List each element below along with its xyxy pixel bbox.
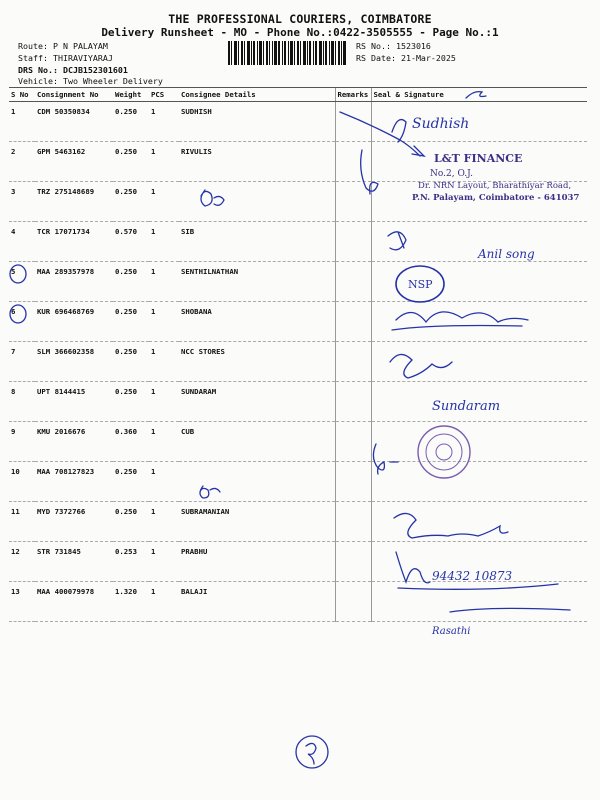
row12-handwriting: 94432 10873 [432, 569, 513, 583]
column-header-remarks: Remarks [335, 88, 371, 102]
row5-nsp-text: NSP [408, 278, 433, 291]
cell-consignee: SUDHISH [179, 102, 335, 142]
cell-remarks [335, 382, 371, 422]
rs-number: RS No.: 1523016 [356, 41, 431, 51]
cell-remarks [335, 502, 371, 542]
table-row [9, 222, 587, 262]
cell-consignee: CUB [179, 422, 335, 462]
cell-signature [371, 462, 587, 502]
cell-pcs: 1 [149, 582, 179, 622]
row1-handwriting: Sudhish [412, 116, 470, 132]
cell-weight: 0.250 [113, 142, 149, 182]
cell-remarks [335, 302, 371, 342]
cell-remarks [335, 462, 371, 502]
stamp-line4: P.N. Palayam, Coimbatore - 641037 [412, 193, 580, 203]
cell-consignee: SHOBANA [179, 302, 335, 342]
column-header-signature: Seal & Signature [371, 88, 587, 102]
cell-pcs: 1 [149, 102, 179, 142]
cell-sno: 4 [9, 222, 35, 262]
cell-remarks [335, 142, 371, 182]
table-row [9, 582, 587, 622]
table-row [9, 382, 587, 422]
cell-weight: 0.250 [113, 382, 149, 422]
cell-consignment: SLM 366602358 [35, 342, 113, 382]
cell-signature [371, 182, 587, 222]
cell-remarks [335, 582, 371, 622]
column-header-sno: S No [9, 88, 35, 102]
cell-consignment: GPM 5463162 [35, 142, 113, 182]
cell-weight: 0.250 [113, 302, 149, 342]
column-header-pcs: PCS [149, 88, 179, 102]
cell-consignee: RIVULIS [179, 142, 335, 182]
cell-consignment: TCR 17071734 [35, 222, 113, 262]
cell-weight: 0.250 [113, 102, 149, 142]
footer-signature-mark [306, 743, 316, 764]
cell-pcs: 1 [149, 222, 179, 262]
column-header-consignment: Consignment No [35, 88, 113, 102]
cell-pcs: 1 [149, 462, 179, 502]
cell-weight: 0.570 [113, 222, 149, 262]
cell-consignee [179, 462, 335, 502]
cell-pcs: 1 [149, 342, 179, 382]
cell-consignee: SENTHILNATHAN [179, 262, 335, 302]
cell-remarks [335, 542, 371, 582]
document-title: THE PROFESSIONAL COURIERS, COIMBATORE [168, 12, 432, 26]
cell-weight: 0.250 [113, 462, 149, 502]
cell-weight: 0.250 [113, 182, 149, 222]
cell-sno: 13 [9, 582, 35, 622]
cell-signature [371, 542, 587, 582]
table-row [9, 302, 587, 342]
cell-sno: 12 [9, 542, 35, 582]
cell-remarks [335, 182, 371, 222]
cell-pcs: 1 [149, 382, 179, 422]
cell-sno: 8 [9, 382, 35, 422]
cell-consignee: SUBRAMANIAN [179, 502, 335, 542]
rs-date: RS Date: 21-Mar-2025 [356, 53, 456, 63]
row8-handwriting: Sundaram [432, 399, 501, 414]
cell-weight: 0.250 [113, 502, 149, 542]
cell-signature [371, 502, 587, 542]
cell-consignment: CDM 50350834 [35, 102, 113, 142]
row13-handwriting: Rasathi [432, 626, 471, 637]
cell-signature [371, 422, 587, 462]
document-subtitle: Delivery Runsheet - MO - Phone No.:0422-3505555 - Page No.:1 [101, 26, 499, 39]
cell-consignment: MAA 289357978 [35, 262, 113, 302]
cell-pcs: 1 [149, 142, 179, 182]
cell-signature [371, 102, 587, 142]
table-row [9, 262, 587, 302]
table-row [9, 422, 587, 462]
column-header-weight: Weight [113, 88, 149, 102]
cell-consignment: MYD 7372766 [35, 502, 113, 542]
table-row [9, 542, 587, 582]
cell-signature [371, 262, 587, 302]
table-row [9, 502, 587, 542]
table-row [9, 142, 587, 182]
cell-signature [371, 142, 587, 182]
runsheet-table [9, 87, 587, 622]
cell-pcs: 1 [149, 182, 179, 222]
cell-sno: 1 [9, 102, 35, 142]
cell-weight: 0.250 [113, 262, 149, 302]
cell-consignee: NCC STORES [179, 342, 335, 382]
cell-weight: 1.320 [113, 582, 149, 622]
cell-sno: 6 [9, 302, 35, 342]
cell-pcs: 1 [149, 262, 179, 302]
cell-signature [371, 342, 587, 382]
cell-sno: 3 [9, 182, 35, 222]
cell-consignment: STR 731845 [35, 542, 113, 582]
cell-remarks [335, 342, 371, 382]
cell-sno: 10 [9, 462, 35, 502]
cell-consignee: SIB [179, 222, 335, 262]
cell-remarks [335, 222, 371, 262]
stamp-line3: Dr. NRN Layout, Bharathiyar Road, [418, 181, 572, 191]
cell-weight: 0.360 [113, 422, 149, 462]
stamp-line1: L&T FINANCE [434, 152, 523, 165]
table-row [9, 342, 587, 382]
cell-consignee [179, 182, 335, 222]
cell-consignment: KUR 696468769 [35, 302, 113, 342]
cell-pcs: 1 [149, 542, 179, 582]
vehicle-field: Vehicle: Two Wheeler Delivery [18, 76, 163, 86]
barcode-image [228, 41, 346, 65]
cell-pcs: 1 [149, 502, 179, 542]
cell-weight: 0.253 [113, 542, 149, 582]
route-field: Route: P N PALAYAM [18, 41, 108, 51]
cell-sno: 11 [9, 502, 35, 542]
cell-remarks [335, 102, 371, 142]
cell-sno: 7 [9, 342, 35, 382]
cell-consignment: KMU 2016676 [35, 422, 113, 462]
cell-sno: 5 [9, 262, 35, 302]
cell-consignment: UPT 8144415 [35, 382, 113, 422]
cell-sno: 2 [9, 142, 35, 182]
cell-remarks [335, 422, 371, 462]
table-row [9, 462, 587, 502]
table-row [9, 182, 587, 222]
cell-consignee: SUNDARAM [179, 382, 335, 422]
cell-consignee: PRABHU [179, 542, 335, 582]
cell-consignment: TRZ 275148689 [35, 182, 113, 222]
cell-signature [371, 302, 587, 342]
cell-weight: 0.250 [113, 342, 149, 382]
column-header-consignee: Consignee Details [179, 88, 335, 102]
drs-number: DRS No.: DCJB152301601 [18, 65, 128, 75]
cell-signature [371, 222, 587, 262]
cell-signature [371, 382, 587, 422]
cell-consignment: MAA 708127823 [35, 462, 113, 502]
staff-field: Staff: THIRAVIYARAJ [18, 53, 113, 63]
cell-pcs: 1 [149, 302, 179, 342]
stamp-line2: No.2, O.J. [430, 169, 473, 179]
cell-remarks [335, 262, 371, 302]
row4-handwriting: Anil song [478, 247, 535, 261]
cell-signature [371, 582, 587, 622]
table-header-row [9, 88, 587, 102]
cell-sno: 9 [9, 422, 35, 462]
footer-signature-circle [296, 736, 328, 768]
cell-consignment: MAA 400079978 [35, 582, 113, 622]
cell-pcs: 1 [149, 422, 179, 462]
cell-consignee: BALAJI [179, 582, 335, 622]
table-row [9, 102, 587, 142]
